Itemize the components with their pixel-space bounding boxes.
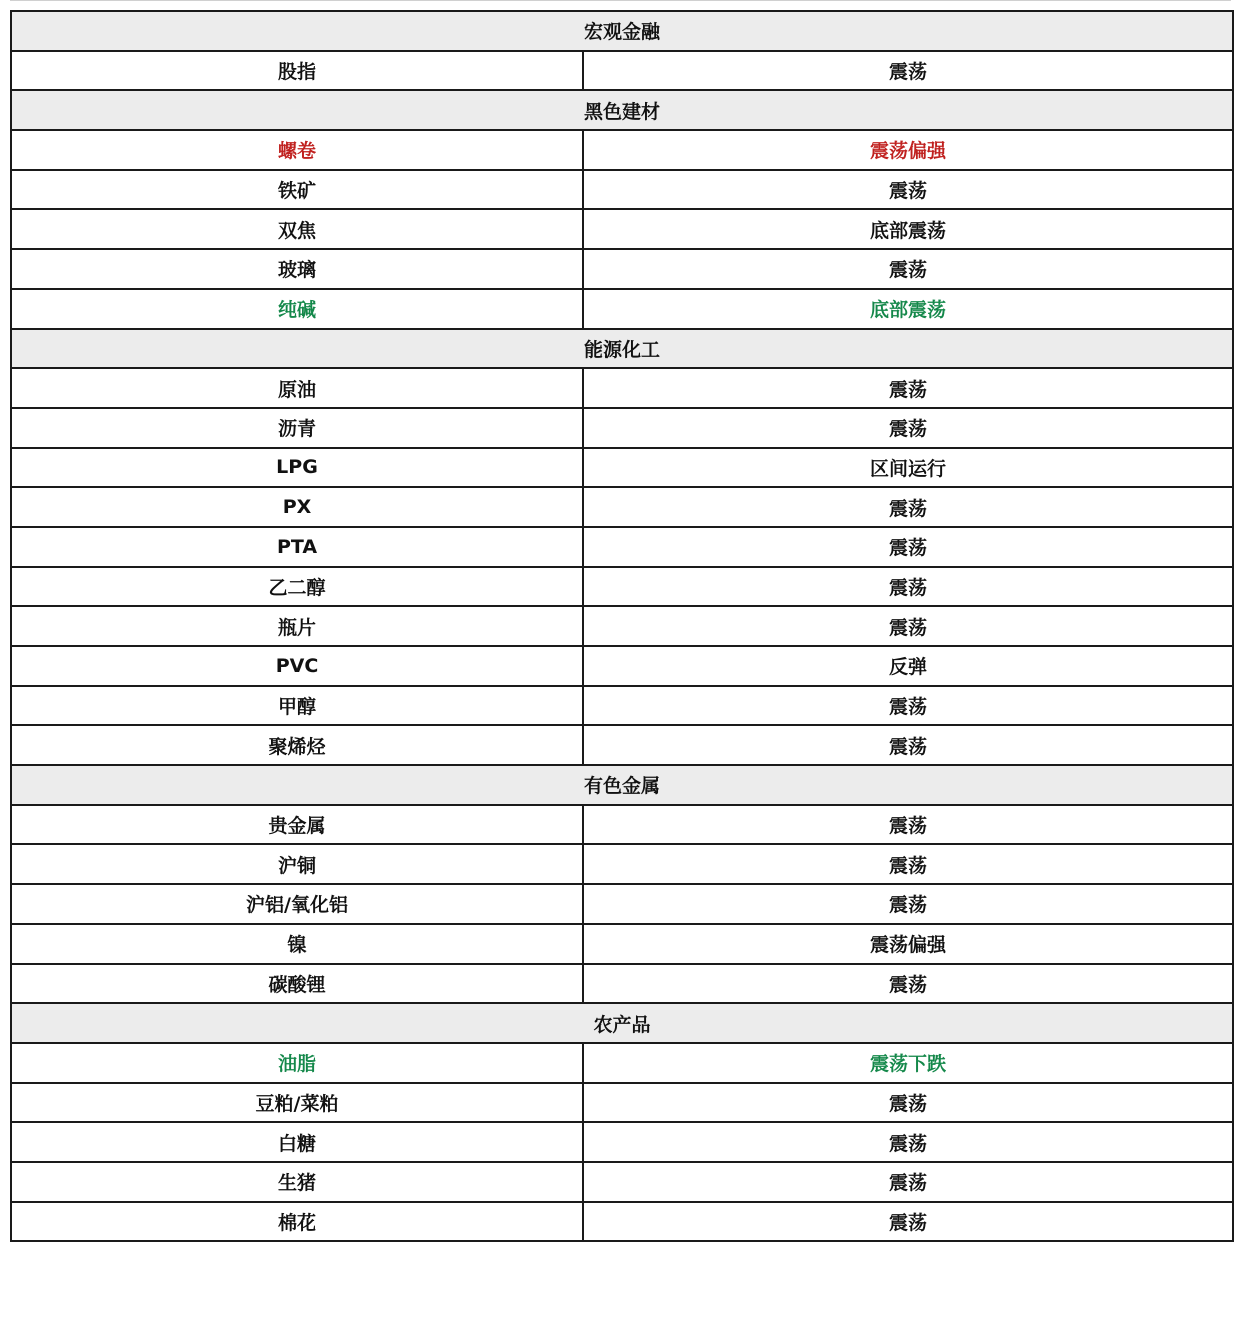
commodity-name: 镍 [11,924,583,964]
commodity-name: 碳酸锂 [11,964,583,1004]
section-header-row [11,765,1233,805]
market-view: 震荡 [583,408,1233,448]
table-row [11,686,1233,726]
commodity-name: 白糖 [11,1122,583,1162]
market-view: 震荡 [583,1122,1233,1162]
section-header-row [11,1003,1233,1043]
commodity-name: 聚烯烃 [11,725,583,765]
commodity-name: 原油 [11,368,583,408]
table-row [11,209,1233,249]
market-view: 震荡 [583,884,1233,924]
market-view: 区间运行 [583,448,1233,488]
table-row [11,1083,1233,1123]
table-row [11,606,1233,646]
table-body [11,11,1233,1241]
market-view: 底部震荡 [583,209,1233,249]
table-row [11,1202,1233,1242]
market-view: 震荡 [583,249,1233,289]
section-title: 农产品 [11,1003,1233,1043]
commodity-name: 双焦 [11,209,583,249]
commodity-name: 油脂 [11,1043,583,1083]
commodity-name: PTA [11,527,583,567]
commodity-name: PVC [11,646,583,686]
market-view: 震荡 [583,606,1233,646]
market-view: 震荡 [583,686,1233,726]
market-view: 震荡下跌 [583,1043,1233,1083]
commodity-name: 甲醇 [11,686,583,726]
table-row [11,51,1233,91]
market-view: 震荡 [583,725,1233,765]
section-title: 黑色建材 [11,90,1233,130]
section-title: 有色金属 [11,765,1233,805]
table-row [11,1043,1233,1083]
market-view: 震荡 [583,527,1233,567]
commodity-name: LPG [11,448,583,488]
commodity-name: 贵金属 [11,805,583,845]
market-view: 震荡 [583,844,1233,884]
table-row [11,170,1233,210]
section-header-row [11,329,1233,369]
market-view: 震荡 [583,964,1233,1004]
commodity-name: 沪铜 [11,844,583,884]
market-view: 震荡 [583,1202,1233,1242]
table-row [11,408,1233,448]
table-row [11,964,1233,1004]
market-view: 反弹 [583,646,1233,686]
table-row [11,487,1233,527]
section-title: 宏观金融 [11,11,1233,51]
table-row [11,448,1233,488]
table-row [11,805,1233,845]
table-row [11,1162,1233,1202]
table-row [11,646,1233,686]
commodity-name: 生猪 [11,1162,583,1202]
market-view: 震荡 [583,487,1233,527]
market-view: 震荡偏强 [583,130,1233,170]
commodity-name: 瓶片 [11,606,583,646]
market-view: 震荡 [583,368,1233,408]
table-row [11,884,1233,924]
commodity-name: 乙二醇 [11,567,583,607]
table-row [11,1122,1233,1162]
section-header-row [11,11,1233,51]
commodity-name: 豆粕/菜粕 [11,1083,583,1123]
market-view: 震荡 [583,567,1233,607]
table-row [11,130,1233,170]
commodity-name: PX [11,487,583,527]
commodity-name: 沪铝/氧化铝 [11,884,583,924]
table-row [11,527,1233,567]
commodity-outlook-table [10,10,1234,1242]
market-view: 震荡 [583,805,1233,845]
market-view: 震荡 [583,1083,1233,1123]
market-view: 震荡 [583,170,1233,210]
table-row [11,368,1233,408]
commodity-name: 玻璃 [11,249,583,289]
table-row [11,567,1233,607]
top-divider [10,0,1231,1]
commodity-name: 棉花 [11,1202,583,1242]
commodity-name: 沥青 [11,408,583,448]
table-row [11,844,1233,884]
table-row [11,289,1233,329]
commodity-name: 纯碱 [11,289,583,329]
commodity-name: 股指 [11,51,583,91]
market-view: 底部震荡 [583,289,1233,329]
commodity-name: 螺卷 [11,130,583,170]
market-view: 震荡 [583,51,1233,91]
table-row [11,249,1233,289]
table-row [11,924,1233,964]
market-view: 震荡偏强 [583,924,1233,964]
section-header-row [11,90,1233,130]
commodity-name: 铁矿 [11,170,583,210]
market-view: 震荡 [583,1162,1233,1202]
table-row [11,725,1233,765]
section-title: 能源化工 [11,329,1233,369]
